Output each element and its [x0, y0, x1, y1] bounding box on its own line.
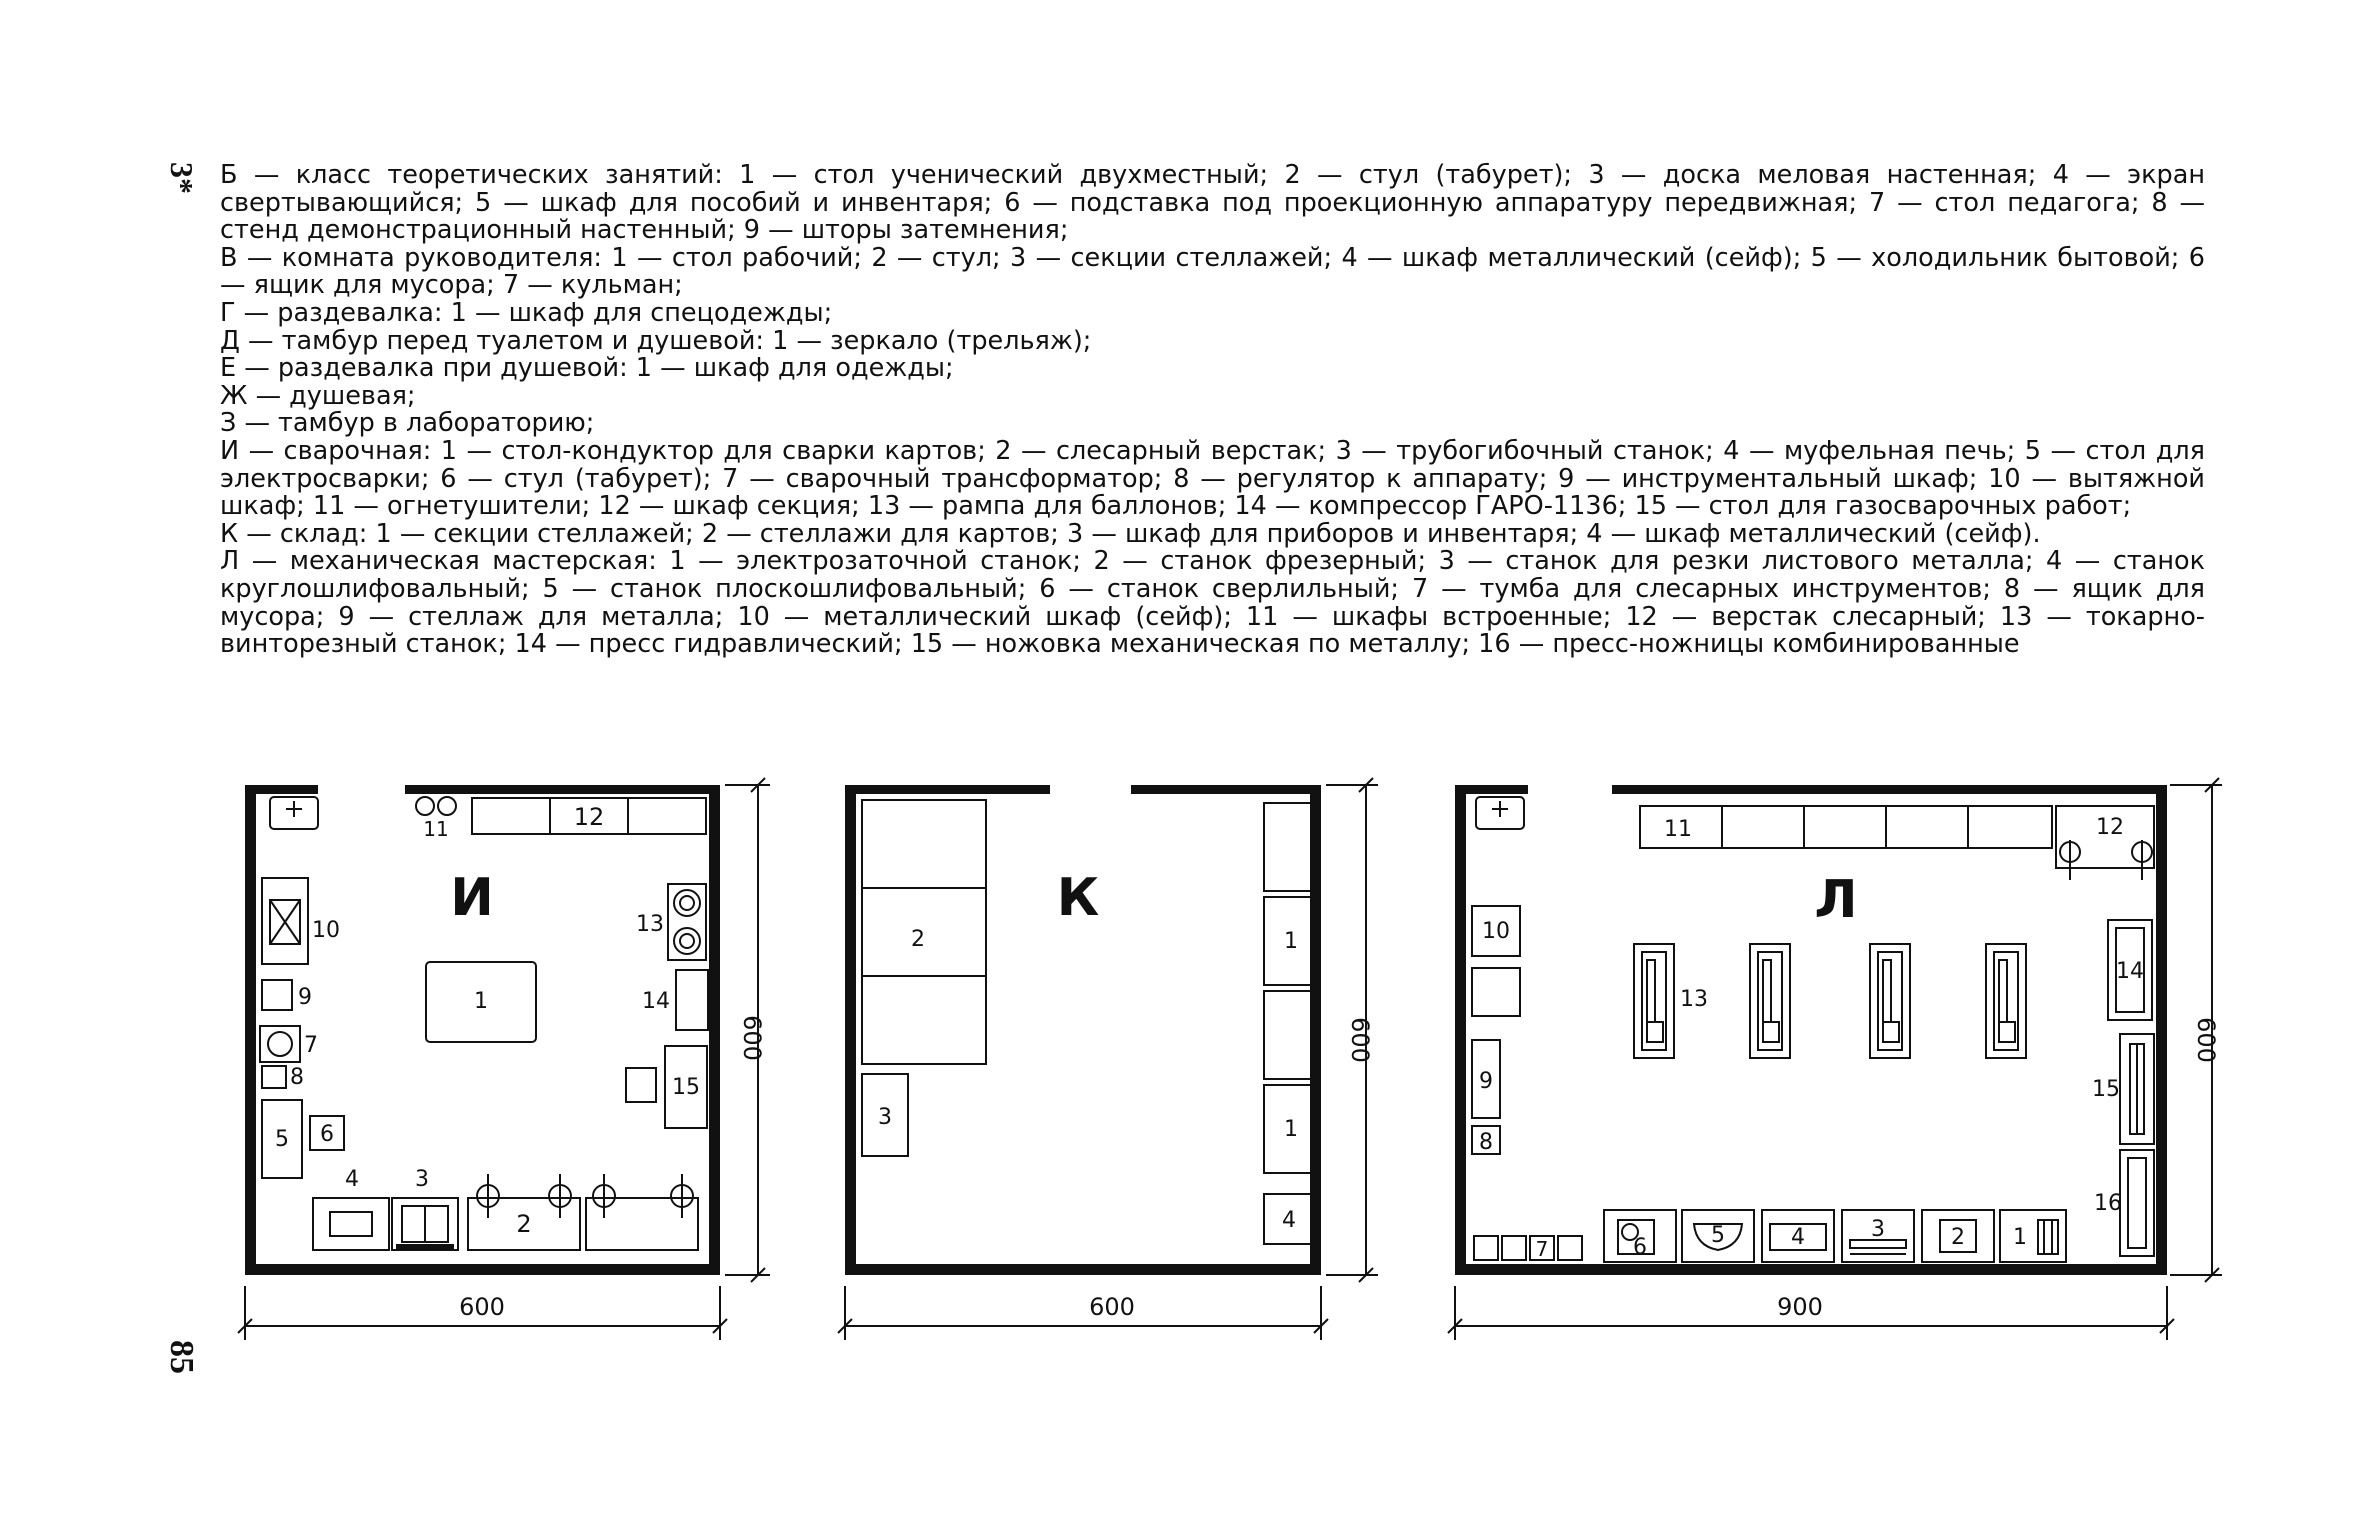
plan-k-label-4: 4 [1282, 1208, 1296, 1233]
plan-l-label-9: 9 [1479, 1069, 1493, 1094]
legend-z: З — тамбур в лабораторию; [220, 408, 595, 439]
plan-i-label-9: 9 [298, 985, 312, 1010]
legend-e: Е — раздевалка при душевой: 1 — шкаф для одежды; [220, 353, 954, 384]
plan-l-item-15 [2120, 1034, 2154, 1144]
plan-k-walls [845, 785, 1321, 1275]
plan-k-height-dim: 600 [1346, 1017, 1374, 1063]
plan-k-width-dim: 600 [1089, 1293, 1135, 1321]
plan-l-width-dim: 900 [1777, 1293, 1823, 1321]
plan-i-label-3: 3 [415, 1167, 429, 1192]
plan-i-label-8: 8 [290, 1065, 304, 1090]
plan-l-label-16: 16 [2094, 1191, 2122, 1216]
plan-i-label-14: 14 [642, 989, 670, 1014]
plan-i-item-14 [676, 970, 708, 1030]
legend-k: К — склад: 1 — секции стеллажей; 2 — стеллажи для картов; 3 — шкаф для приборов и инвентаря; 4 — шкаф металлический (сейф). [220, 518, 2041, 549]
plan-l-label-12: 12 [2096, 815, 2124, 840]
plan-i-label-10: 10 [312, 918, 340, 943]
legend-i: И — сварочная: 1 — стол-кондуктор для сварки картов; 2 — слесарный верстак; 3 — трубогибочный станок; 4 — муфельная печь; 5 — стол для электросварки; 6 — стул (табурет); 7 — сварочный трансформатор; 8 — регулятор к аппарату; 9 — инструментальный шкаф; 10 — вытяжной шкаф; 11 — огнетушители; 12 — шкаф секция; 13 — рампа для баллонов; 14 — компрессор ГАРО-1136; 15 — стол для газосварочных работ; [220, 435, 2205, 522]
plan-l-label-14: 14 [2116, 959, 2144, 984]
side-marker: 3* [164, 162, 200, 194]
legend-zh: Ж — душевая; [220, 380, 416, 411]
plan-l-height-dim: 600 [2192, 1017, 2220, 1063]
plan-l-label-11: 11 [1664, 817, 1692, 842]
plan-i-label-5: 5 [275, 1127, 289, 1152]
plan-i-item-9 [262, 980, 292, 1010]
plan-l-label-1: 1 [2013, 1225, 2027, 1250]
plan-i-item-8 [262, 1066, 286, 1088]
plan-l-item-1 [2000, 1210, 2066, 1262]
plan-l-label-6: 6 [1633, 1235, 1647, 1260]
plan-l-walls [1455, 785, 2167, 1275]
plan-i-label-6: 6 [320, 1122, 334, 1147]
legend-d: Д — тамбур перед туалетом и душевой: 1 — зеркало (трельяж); [220, 325, 1092, 356]
legend-b: Б — класс теоретических занятий: 1 — стол ученический двухместный; 2 — стул (табурет); 3 — доска меловая настенная; 4 — экран свертывающийся; 5 — шкаф для пособий и инвентаря; 6 — подставка под проекционную аппаратуру передвижная; 7 — стол педагога; 8 — стенд демонстрационный настенный; 9 — шторы затемнения; [220, 160, 2205, 246]
plan-l-label-13: 13 [1680, 987, 1708, 1012]
plan-i-item-11 [416, 797, 456, 815]
legend-g: Г — раздевалка: 1 — шкаф для спецодежды; [220, 297, 833, 328]
sink-icon [1476, 797, 1524, 829]
plan-l-label-5: 5 [1711, 1223, 1725, 1248]
plan-i-label-13: 13 [636, 912, 664, 937]
plan-l-label-8: 8 [1479, 1130, 1493, 1155]
plan-i-item-13 [668, 884, 706, 960]
plan-i-item-4 [313, 1198, 389, 1250]
legend-v: В — комната руководителя: 1 — стол рабочий; 2 — стул; 3 — секции стеллажей; 4 — шкаф металлический (сейф); 5 — холодильник бытовой; 6 — ящик для мусора; 7 — кульман; [220, 242, 2205, 301]
plan-l-item-16 [2120, 1150, 2154, 1256]
plan-i-label-2: 2 [516, 1210, 532, 1238]
plan-l-title: Л [1814, 870, 1858, 930]
plan-k [838, 778, 1378, 1340]
plan-i-item-10 [262, 878, 308, 964]
plan-k-label-2: 2 [911, 927, 925, 952]
plan-i-chair [626, 1068, 656, 1102]
plan-l-label-10: 10 [1482, 919, 1510, 944]
sink-icon [270, 797, 318, 829]
plan-i-label-1: 1 [474, 989, 488, 1014]
plan-i-item-7 [260, 1026, 300, 1062]
plan-i-width-dim: 600 [459, 1293, 505, 1321]
page-number: 85 [163, 1340, 200, 1374]
plan-i-item-2 [468, 1198, 698, 1250]
plan-i-label-4: 4 [345, 1167, 359, 1192]
plan-l-label-7: 7 [1535, 1237, 1549, 1261]
plan-i-title: И [450, 868, 494, 928]
plan-k-label-1-bottom: 1 [1284, 1117, 1298, 1142]
plan-l-label-15: 15 [2092, 1077, 2120, 1102]
plan-i [238, 778, 770, 1340]
plan-i-height-dim: 600 [738, 1015, 766, 1061]
legend-l: Л — механическая мастерская: 1 — электрозаточной станок; 2 — станок фрезерный; 3 — станок для резки листового металла; 4 — станок круглошлифовальный; 5 — станок плоскошлифовальный; 6 — станок сверлильный; 7 — тумба для слесарных инструментов; 8 — ящик для мусора; 9 — стеллаж для металла; 10 — металлический шкаф (сейф); 11 — шкафы встроенные; 12 — верстак слесарный; 13 — токарно-винторезный станок; 14 — пресс гидравлический; 15 — ножовка механическая по металлу; 16 — пресс-ножницы комбинированные [220, 546, 2205, 660]
plan-i-walls [245, 785, 720, 1275]
plan-l-label-4: 4 [1791, 1225, 1805, 1250]
plan-i-item-3 [392, 1198, 458, 1250]
plan-l-item-11 [1640, 806, 2052, 848]
plan-i-label-15: 15 [672, 1075, 700, 1100]
plan-k-dim-horizontal [838, 1286, 1328, 1340]
plan-i-label-7: 7 [304, 1033, 318, 1058]
plan-i-label-12: 12 [573, 803, 605, 831]
plan-i-label-11: 11 [423, 817, 449, 841]
plan-k-label-3: 3 [878, 1105, 892, 1130]
plan-k-title: К [1056, 868, 1100, 928]
plan-l-label-2: 2 [1951, 1225, 1965, 1250]
plan-l [1448, 778, 2222, 1340]
plan-k-label-1-top: 1 [1284, 929, 1298, 954]
plan-l-item-7 [1474, 1236, 1582, 1260]
plan-l-label-3: 3 [1871, 1217, 1885, 1242]
